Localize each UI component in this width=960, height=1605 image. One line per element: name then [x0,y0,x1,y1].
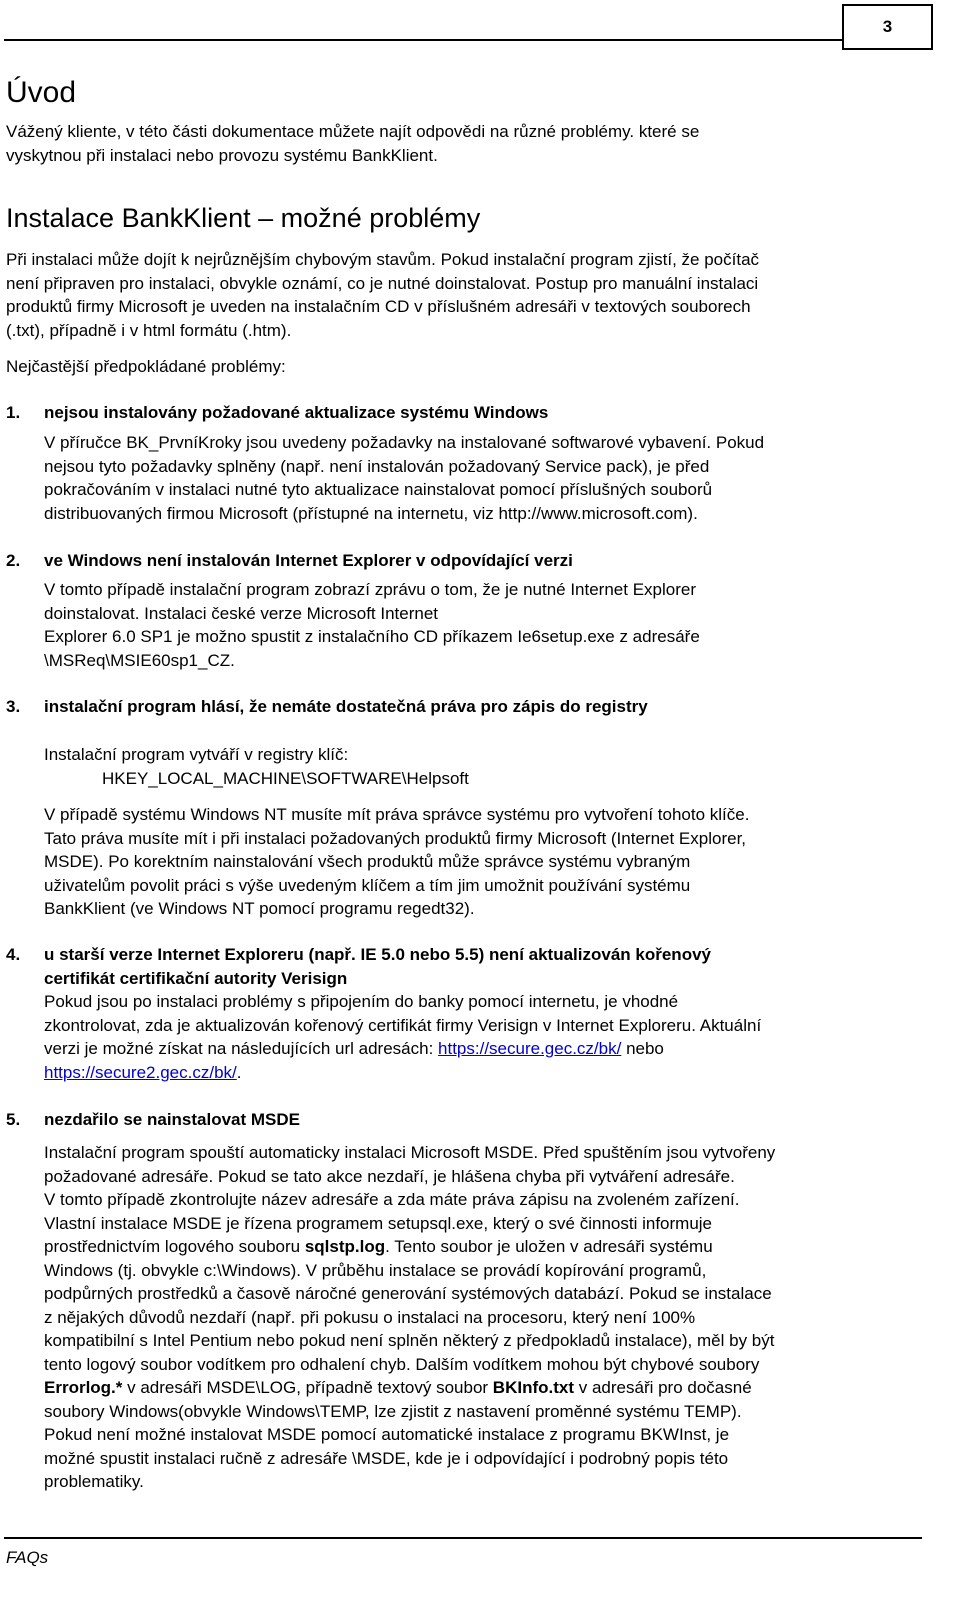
item-number: 5. [6,1110,21,1129]
item-title: nezdařilo se nainstalovat MSDE [44,1110,301,1129]
item-body: V tomto případě instalační program zobrazí zprávu o tom, že je nutné Internet Explorer doinstalovat. Instalaci české verze Microsoft Internet Explorer 6.0 SP1 je možno spustit z instalačního CD příkazem Ie6setup.exe z adresáře \MSReq\MSIE60sp1_CZ. [44,580,700,670]
item-title: nejsou instalovány požadované aktualizace systému Windows [44,403,549,422]
item-number: 3. [6,697,21,716]
footer-label: FAQs [6,1548,49,1567]
item-body: Pokud jsou po instalaci problémy s připojením do banky pomocí internetu, je vhodné zkontrolovat, zda je aktualizován kořenový certifikát firmy Verisign v Internet Exploreru. Aktuální verzi je možné získat na následujících url adresách: https://secure.gec.cz/bk/ nebo https://secure2.gec.cz/bk/. [44,992,762,1082]
item-number: 2. [6,551,21,570]
link-secure-gec[interactable]: https://secure.gec.cz/bk/ [438,1039,622,1058]
intro-paragraph: Vážený kliente, v této části dokumentace můžete najít odpovědi na různé problémy. které se vyskytnou při instalaci nebo provozu systému BankKlient. [6,122,700,165]
header-rule [4,39,843,41]
item-body: V případě systému Windows NT musíte mít práva správce systému pro vytvoření tohoto klíče. Tato práva musíte mít i při instalaci požadovaných produktů firmy Microsoft (Internet Explorer, MSDE). Po korektním nainstalování všech produktů může správce systému vybraným uživatelům povolit práci s výše uvedeným klíčem a tím jim umožnit používání systému BankKlient (ve Windows NT pomocí programu regedt32). [44,805,750,918]
page-number: 3 [842,4,933,50]
section-subheading: Nejčastější předpokládané problémy: [6,357,286,376]
item-title: instalační program hlásí, že nemáte dostatečná práva pro zápis do registry [44,697,648,716]
item-title: u starší verze Internet Exploreru (např. IE 5.0 nebo 5.5) není aktualizován kořenový certifikát certifikační autority Verisign [44,945,711,988]
footer-rule [4,1537,922,1539]
link-secure2-gec[interactable]: https://secure2.gec.cz/bk/ [44,1062,237,1082]
registry-key: HKEY_LOCAL_MACHINE\SOFTWARE\Helpsoft [102,768,469,788]
item-number: 1. [6,403,21,422]
item-body: Instalační program spouští automaticky instalaci Microsoft MSDE. Před spuštěním jsou vytvořeny požadované adresáře. Pokud se tato akce nezdaří, je hlášena chyba při vytváření adresáře. V tomto případě zkontrolujte název adresáře a zda máte práva zápisu na zvoleném zařízení. Vlastní instalace MSDE je řízena programem setupsql.exe, který o své činnosti informuje prostřednictvím logového souboru sqlstp.log. Tento soubor je uložen v adresáři systému Windows (tj. obvykle c:\Windows). V průběhu instalace se provádí kopírování programů, podpůrných prostředků a časově náročné generování systémových databází. Pokud se instalace z nějakých důvodů nezdaří (např. při pokusu o instalaci na procesoru, který není 100% kompatibilní s Intel Pentium nebo pokud není splněn některý z předpokladů instalace), měl by být tento logový soubor vodítkem pro odhalení chyb. Dalším vodítkem mohou být chybové soubory Errorlog.* v adresáři MSDE\LOG, případně textový soubor BKInfo.txt v adresáři pro dočasné soubory Windows(obvykle Windows\TEMP, lze zjistit z nastavení proměnné systému TEMP). Pokud není možné instalovat MSDE pomocí automatické instalace z programu BKWInst, je možné spustit instalaci ručně z adresáře \MSDE, kde je i odpovídající i podrobný popis této problematiky. [44,1143,776,1491]
item-registry-intro: Instalační program vytváří v registry klíč: HKEY_LOCAL_MACHINE\SOFTWARE\Helpsoft [44,743,469,790]
section-title: Instalace BankKlient – možné problémy [6,203,481,233]
section-paragraph: Při instalaci může dojít k nejrůznějším chybovým stavům. Pokud instalační program zjistí, že počítač není připraven pro instalaci, obvykle oznámí, co je nutné doinstalovat. Postup pro manuální instalaci produktů firmy Microsoft je uveden na instalačním CD v příslušném adresáři v textových souborech (.txt), případně i v html formátu (.htm). [6,250,760,340]
item-number: 4. [6,945,21,964]
item-body: V příručce BK_PrvníKroky jsou uvedeny požadavky na instalované softwarové vybavení. Pokud nejsou tyto požadavky splněny (např. není instalován požadovaný Service pack), je před pokračováním v instalaci nutné tyto aktualizace nainstalovat pomocí příslušných souborů distribuovaných firmou Microsoft (přístupné na internetu, viz http://www.microsoft.com). [44,433,765,523]
intro-title: Úvod [6,76,77,109]
item-title: ve Windows není instalován Internet Explorer v odpovídající verzi [44,551,573,570]
